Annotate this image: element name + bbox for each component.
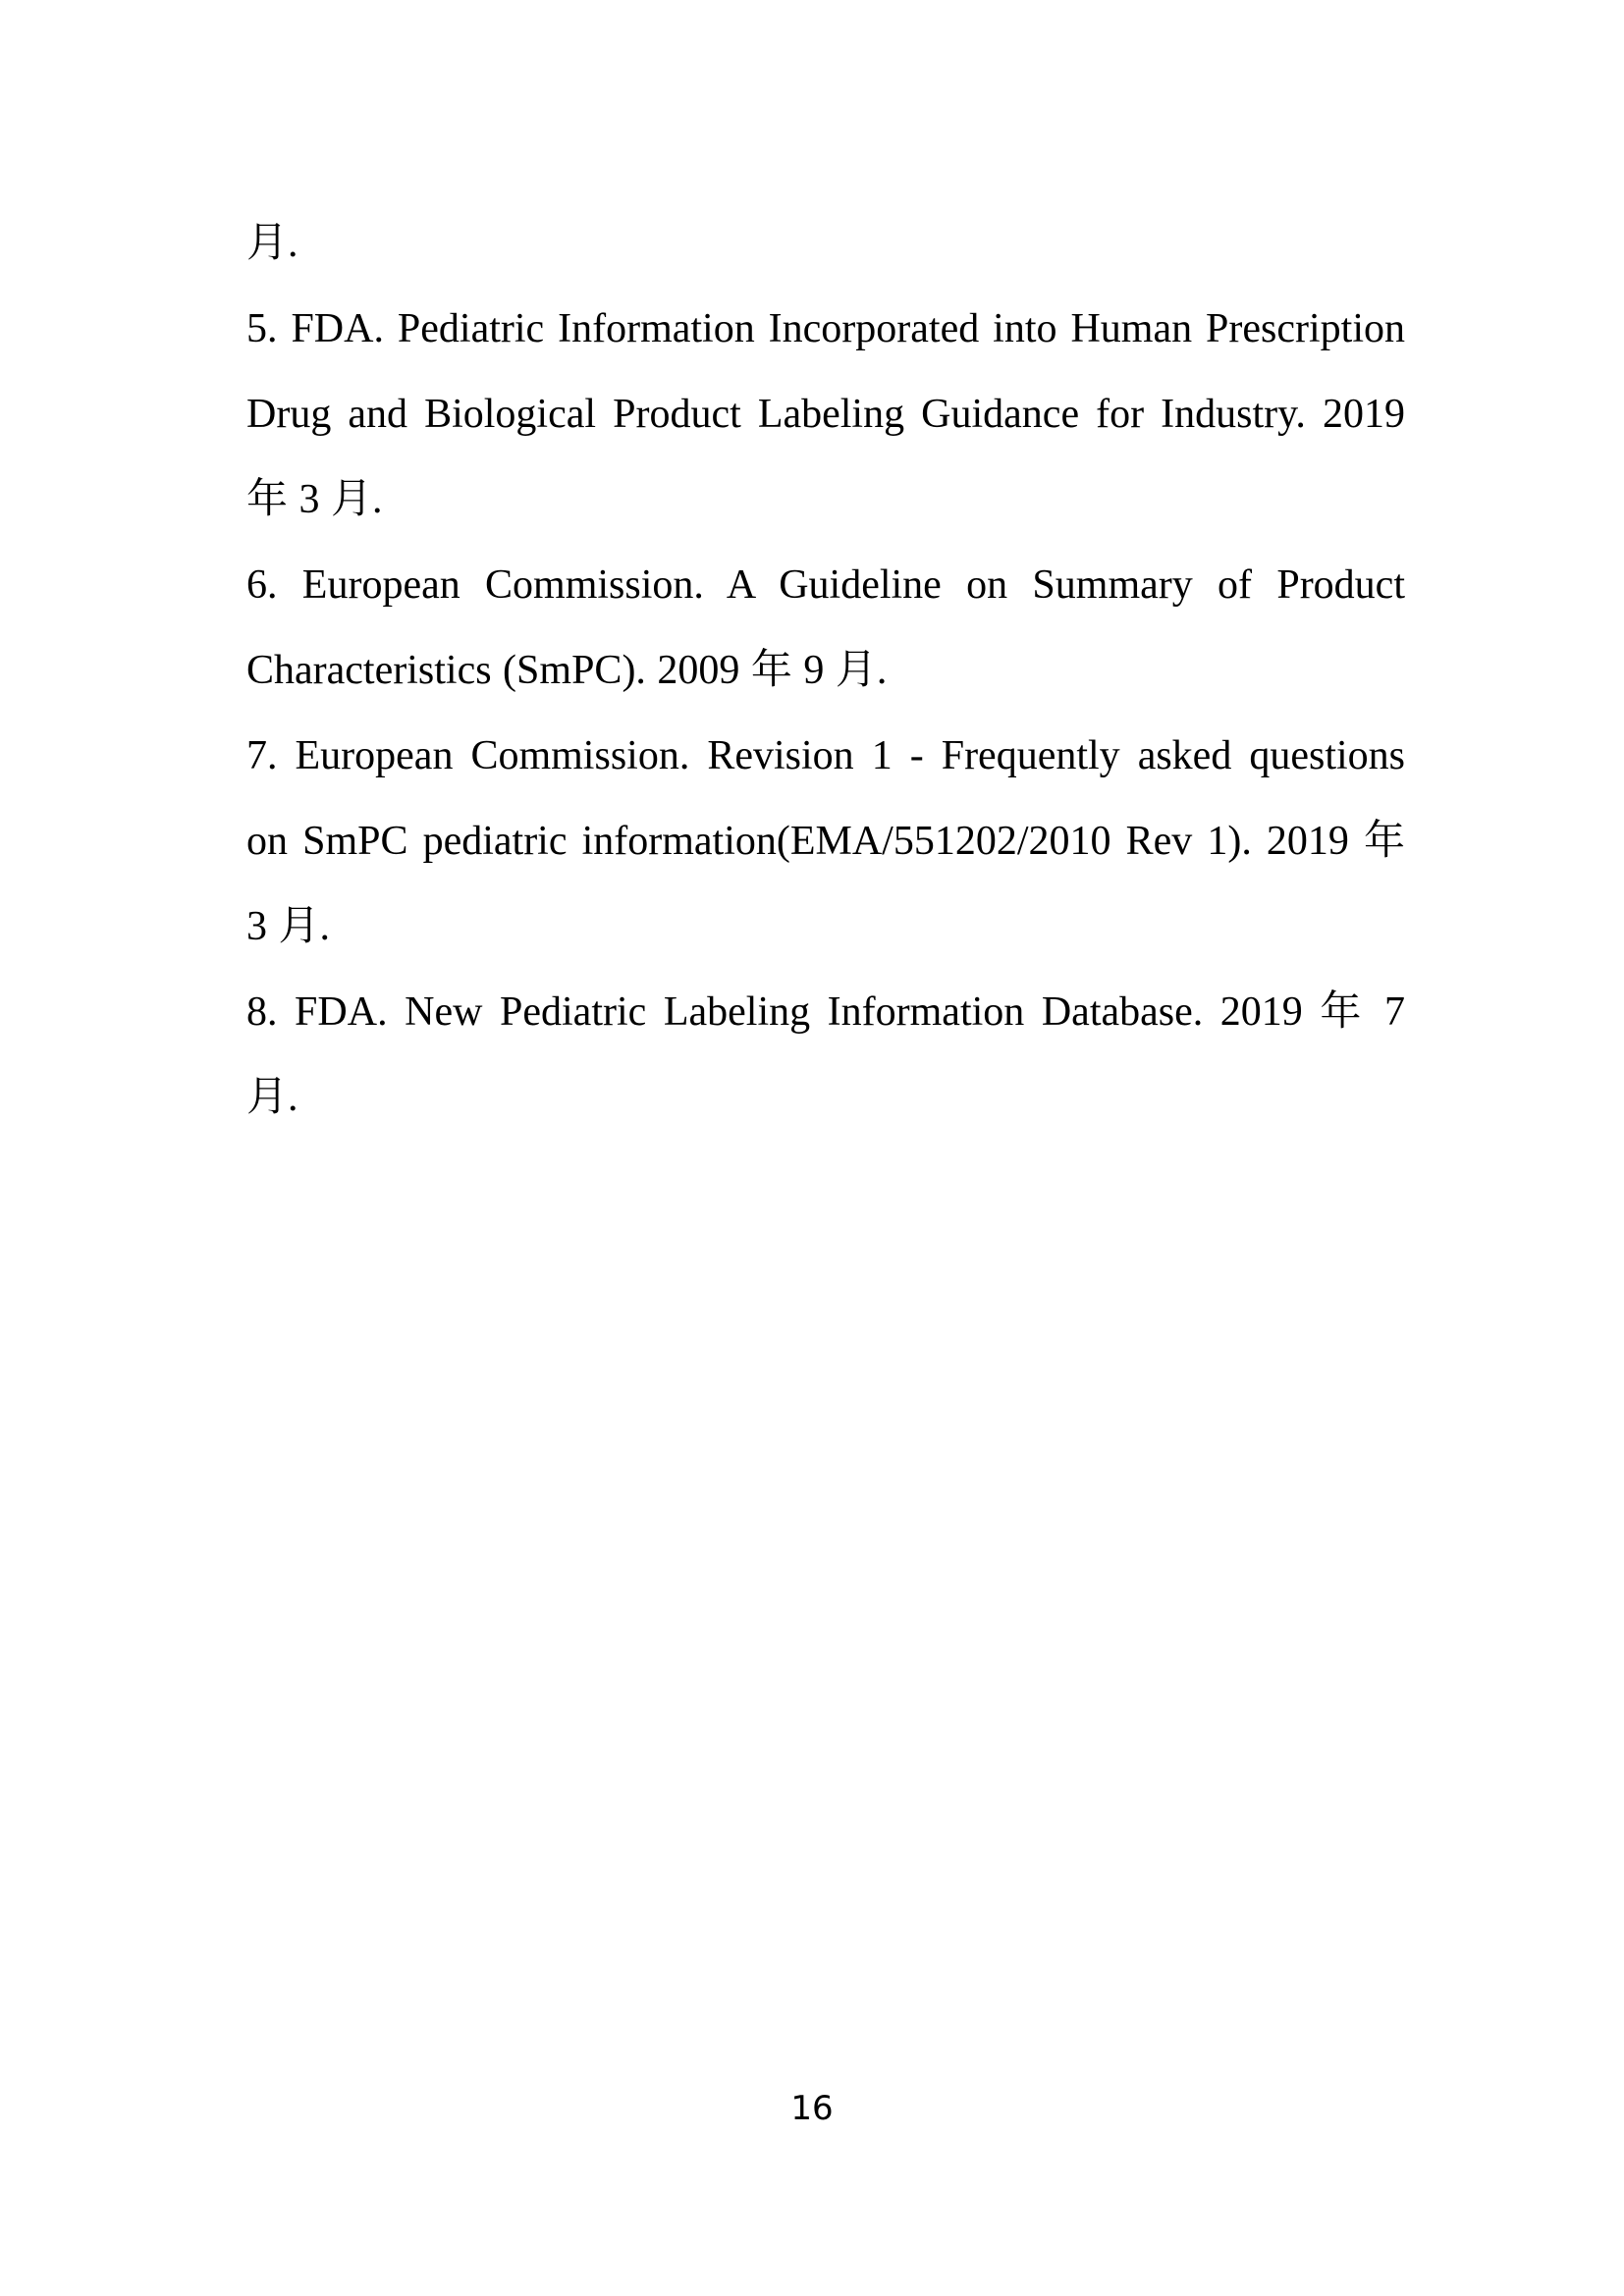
page-number: 16 [790,2089,834,2128]
reference-list [246,201,1405,1141]
reference-item-6: 6. European Commission. A Guideline on Summary of Product Characteristics (SmPC). 2009 年 9 月. [246,562,1405,693]
reference-item-7: 7. European Commission. Revision 1 - Frequently asked questions on SmPC pediatric information(EMA/551202/2010 Rev 1). 2019 年 3 月. [246,733,1405,949]
reference-continuation: 月. [246,221,298,266]
reference-item-8: 8. FDA. New Pediatric Labeling Information Database. 2019 年 7 月. [246,989,1405,1120]
reference-item-5: 5. FDA. Pediatric Information Incorporated into Human Prescription Drug and Biological Product Labeling Guidance for Industry. 2019 年 3 月. [246,306,1405,522]
